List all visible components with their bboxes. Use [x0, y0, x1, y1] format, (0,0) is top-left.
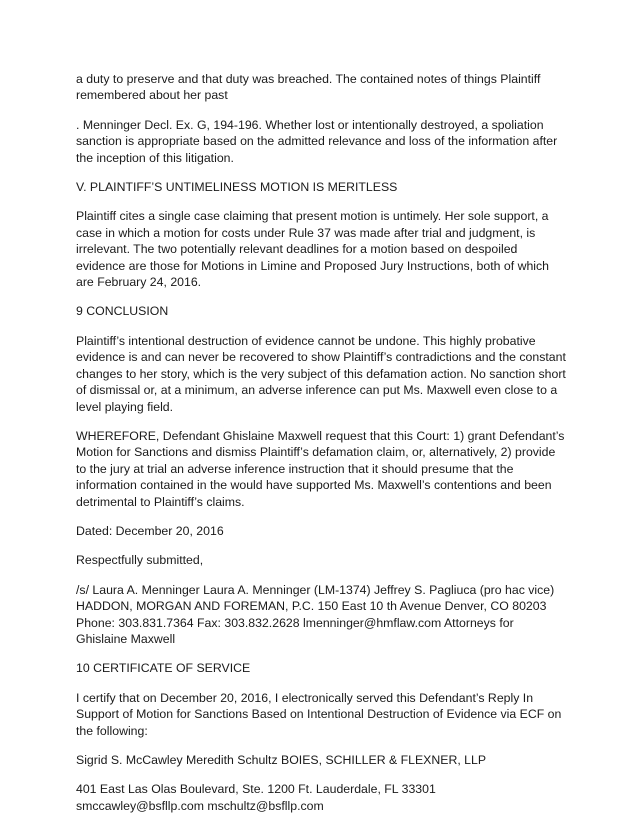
section-heading-untimeliness: V. PLAINTIFF’S UNTIMELINESS MOTION IS MERITLESS [76, 180, 398, 195]
section-heading-conclusion: 9 CONCLUSION [76, 304, 169, 319]
signature-block: /s/ Laura A. Menninger Laura A. Menninger (LM-1374) Jeffrey S. Pagliuca (pro hac vice) HADDON, MORGAN AND FOREMAN, P.C. 150 East 10 th Avenue Denver, CO 80203 Phone: 303.831.7364 Fax: 303.832.2628 lmenninger@hmflaw.com Attorneys for Ghislaine Maxwell [76, 582, 555, 646]
document-page [76, 71, 566, 827]
dated-line: Dated: December 20, 2016 [76, 523, 224, 538]
paragraph-wherefore: WHEREFORE, Defendant Ghislaine Maxwell request that this Court: 1) grant Defendant’s Motion for Sanctions and dismiss Plaintiff’s defamation claim, or, alternatively, 2) provide to the jury at trial an adverse inference instruction that it should presume that the information contained in the would have supported Ms. Maxwell’s contentions and been detrimental to Plaintiff’s claims. [76, 428, 565, 509]
section-heading-certificate: 10 CERTIFICATE OF SERVICE [76, 661, 251, 676]
paragraph-conclusion: Plaintiff’s intentional destruction of evidence cannot be undone. This highly probative evidence is and can never be recovered to show Plaintiff’s contradictions and the constant changes to her story, which is the very subject of this defamation action. No sanction short of dismissal or, at a minimum, an adverse inference can put Ms. Maxwell even close to a level playing field. [76, 333, 566, 414]
service-address: 401 East Las Olas Boulevard, Ste. 1200 Ft. Lauderdale, FL 33301 smccawley@bsfllp.com mschultz@bsfllp.com [76, 782, 436, 813]
paragraph-spoliation-sanction: . Menninger Decl. Ex. G, 194-196. Whether lost or intentionally destroyed, a spoliation sanction is appropriate based on the admitted relevance and loss of the information after the inception of this litigation. [76, 117, 558, 165]
paragraph-certification: I certify that on December 20, 2016, I electronically served this Defendant’s Reply In Support of Motion for Sanctions Based on Intentional Destruction of Evidence via ECF on the following: [76, 690, 562, 738]
paragraph-duty-breached: a duty to preserve and that duty was breached. The contained notes of things Plaintiff remembered about her past [76, 72, 541, 103]
respectfully-submitted: Respectfully submitted, [76, 553, 204, 568]
paragraph-untimely-motion: Plaintiff cites a single case claiming that present motion is untimely. Her sole support, a case in which a motion for costs under Rule 37 was made after trial and judgment, is irrelevant. The two potentially relevant deadlines for a motion based on despoiled evidence are those for Motions in Limine and Proposed Jury Instructions, both of which are February 24, 2016. [76, 209, 550, 290]
service-recipients: Sigrid S. McCawley Meredith Schultz BOIES, SCHILLER & FLEXNER, LLP [76, 753, 487, 767]
